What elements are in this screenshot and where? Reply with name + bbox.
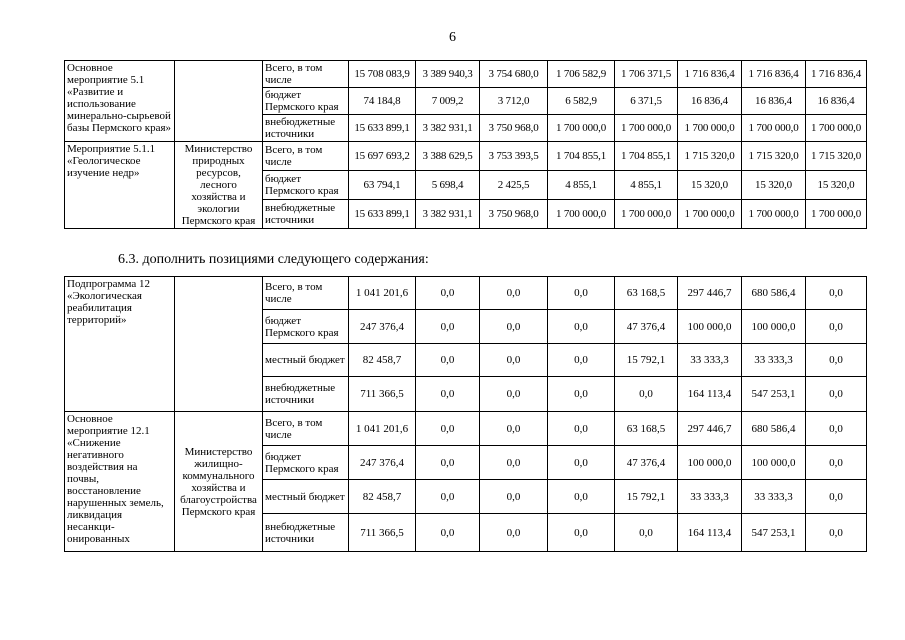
value-cell: 0,0 (548, 514, 615, 552)
value-cell: 0,0 (416, 412, 480, 446)
value-cell: 1 700 000,0 (548, 115, 615, 142)
value-cell: 0,0 (548, 310, 615, 344)
value-cell: 15 320,0 (806, 171, 867, 200)
value-cell: 4 855,1 (548, 171, 615, 200)
value-cell: 3 750 968,0 (480, 200, 548, 229)
value-cell: 1 704 855,1 (615, 142, 678, 171)
value-cell: 1 700 000,0 (806, 115, 867, 142)
value-cell: 15 633 899,1 (349, 115, 416, 142)
value-cell: 0,0 (416, 277, 480, 310)
value-cell: 0,0 (806, 446, 867, 480)
value-cell: 0,0 (416, 446, 480, 480)
value-cell: 1 700 000,0 (678, 200, 742, 229)
value-cell: 711 366,5 (349, 514, 416, 552)
funding-source: местный бюджет (263, 344, 349, 377)
value-cell: 0,0 (548, 412, 615, 446)
value-cell: 1 700 000,0 (615, 200, 678, 229)
value-cell: 1 700 000,0 (678, 115, 742, 142)
funding-source: бюджет Пермского края (263, 171, 349, 200)
value-cell: 1 706 371,5 (615, 61, 678, 88)
value-cell: 1 715 320,0 (742, 142, 806, 171)
value-cell: 247 376,4 (349, 310, 416, 344)
value-cell: 15 697 693,2 (349, 142, 416, 171)
funding-source: Всего, в том числе (263, 142, 349, 171)
value-cell: 0,0 (416, 377, 480, 412)
value-cell: 4 855,1 (615, 171, 678, 200)
value-cell: 63 794,1 (349, 171, 416, 200)
value-cell: 100 000,0 (742, 446, 806, 480)
value-cell: 7 009,2 (416, 88, 480, 115)
value-cell: 6 371,5 (615, 88, 678, 115)
value-cell: 1 716 836,4 (806, 61, 867, 88)
value-cell: 0,0 (806, 310, 867, 344)
program-funding-table-additions (64, 276, 867, 552)
value-cell: 0,0 (548, 277, 615, 310)
value-cell: 74 184,8 (349, 88, 416, 115)
value-cell: 0,0 (480, 344, 548, 377)
responsible-executor (175, 61, 263, 142)
value-cell: 3 382 931,1 (416, 115, 480, 142)
value-cell: 1 700 000,0 (806, 200, 867, 229)
value-cell: 1 715 320,0 (806, 142, 867, 171)
value-cell: 100 000,0 (678, 446, 742, 480)
value-cell: 0,0 (416, 480, 480, 514)
value-cell: 16 836,4 (742, 88, 806, 115)
program-item-name: Мероприятие 5.1.1 «Геологическое изучение недр» (65, 142, 175, 229)
value-cell: 3 712,0 (480, 88, 548, 115)
funding-source: бюджет Пермского края (263, 446, 349, 480)
funding-source: бюджет Пермского края (263, 310, 349, 344)
value-cell: 0,0 (806, 514, 867, 552)
value-cell: 0,0 (480, 277, 548, 310)
funding-source: бюджет Пермского края (263, 88, 349, 115)
value-cell: 0,0 (615, 514, 678, 552)
value-cell: 33 333,3 (678, 344, 742, 377)
table-row (65, 277, 867, 310)
program-item-name: Основное мероприятие 5.1 «Развитие и использование минерально-сырьевой базы Пермского края» (65, 61, 175, 142)
value-cell: 0,0 (416, 344, 480, 377)
value-cell: 100 000,0 (678, 310, 742, 344)
value-cell: 0,0 (806, 344, 867, 377)
value-cell: 0,0 (548, 344, 615, 377)
value-cell: 0,0 (806, 277, 867, 310)
value-cell: 0,0 (480, 446, 548, 480)
value-cell: 3 753 393,5 (480, 142, 548, 171)
value-cell: 1 041 201,6 (349, 277, 416, 310)
value-cell: 711 366,5 (349, 377, 416, 412)
value-cell: 297 446,7 (678, 412, 742, 446)
funding-source: местный бюджет (263, 480, 349, 514)
value-cell: 3 382 931,1 (416, 200, 480, 229)
page-number: 6 (449, 30, 456, 45)
value-cell: 1 700 000,0 (742, 200, 806, 229)
value-cell: 0,0 (806, 377, 867, 412)
value-cell: 15 708 083,9 (349, 61, 416, 88)
value-cell: 15 792,1 (615, 344, 678, 377)
value-cell: 15 320,0 (742, 171, 806, 200)
value-cell: 63 168,5 (615, 277, 678, 310)
value-cell: 82 458,7 (349, 344, 416, 377)
responsible-executor: Министерство природных ресурсов, лесного хозяйства и экологии Пермского края (175, 142, 263, 229)
value-cell: 0,0 (806, 412, 867, 446)
value-cell: 15 792,1 (615, 480, 678, 514)
value-cell: 5 698,4 (416, 171, 480, 200)
value-cell: 6 582,9 (548, 88, 615, 115)
value-cell: 0,0 (548, 377, 615, 412)
value-cell: 680 586,4 (742, 277, 806, 310)
value-cell: 82 458,7 (349, 480, 416, 514)
value-cell: 3 754 680,0 (480, 61, 548, 88)
value-cell: 33 333,3 (742, 344, 806, 377)
table-row (65, 61, 867, 88)
section-heading: 6.3. дополнить позициями следующего содержания: (118, 252, 429, 267)
value-cell: 1 704 855,1 (548, 142, 615, 171)
value-cell: 0,0 (480, 514, 548, 552)
program-item-name: Основное мероприятие 12.1 «Снижение негативного воздействия на почвы, восстановление нарушенных земель, ликвидация несанкци-онированных (65, 412, 175, 552)
value-cell: 164 113,4 (678, 377, 742, 412)
value-cell: 2 425,5 (480, 171, 548, 200)
responsible-executor (175, 277, 263, 412)
funding-source: Всего, в том числе (263, 412, 349, 446)
value-cell: 0,0 (615, 377, 678, 412)
value-cell: 164 113,4 (678, 514, 742, 552)
value-cell: 3 389 940,3 (416, 61, 480, 88)
funding-source: Всего, в том числе (263, 61, 349, 88)
value-cell: 1 700 000,0 (548, 200, 615, 229)
value-cell: 0,0 (806, 480, 867, 514)
value-cell: 15 633 899,1 (349, 200, 416, 229)
value-cell: 16 836,4 (806, 88, 867, 115)
value-cell: 0,0 (480, 310, 548, 344)
value-cell: 3 750 968,0 (480, 115, 548, 142)
value-cell: 1 716 836,4 (742, 61, 806, 88)
value-cell: 547 253,1 (742, 377, 806, 412)
value-cell: 1 700 000,0 (742, 115, 806, 142)
value-cell: 1 716 836,4 (678, 61, 742, 88)
value-cell: 0,0 (548, 446, 615, 480)
program-funding-table-continued (64, 60, 867, 229)
value-cell: 33 333,3 (742, 480, 806, 514)
funding-source: внебюджетные источники (263, 377, 349, 412)
value-cell: 680 586,4 (742, 412, 806, 446)
value-cell: 1 041 201,6 (349, 412, 416, 446)
value-cell: 16 836,4 (678, 88, 742, 115)
value-cell: 0,0 (480, 480, 548, 514)
value-cell: 33 333,3 (678, 480, 742, 514)
responsible-executor: Министерство жилищно-коммунального хозяйства и благоустройства Пермского края (175, 412, 263, 552)
value-cell: 100 000,0 (742, 310, 806, 344)
funding-source: внебюджетные источники (263, 514, 349, 552)
value-cell: 1 700 000,0 (615, 115, 678, 142)
value-cell: 0,0 (548, 480, 615, 514)
value-cell: 47 376,4 (615, 446, 678, 480)
value-cell: 297 446,7 (678, 277, 742, 310)
value-cell: 63 168,5 (615, 412, 678, 446)
funding-source: внебюджетные источники (263, 200, 349, 229)
value-cell: 0,0 (416, 514, 480, 552)
value-cell: 0,0 (480, 377, 548, 412)
value-cell: 3 388 629,5 (416, 142, 480, 171)
value-cell: 47 376,4 (615, 310, 678, 344)
value-cell: 1 706 582,9 (548, 61, 615, 88)
program-item-name: Подпрограмма 12 «Экологическая реабилитация территорий» (65, 277, 175, 412)
funding-source: внебюджетные источники (263, 115, 349, 142)
value-cell: 0,0 (416, 310, 480, 344)
value-cell: 15 320,0 (678, 171, 742, 200)
value-cell: 547 253,1 (742, 514, 806, 552)
value-cell: 1 715 320,0 (678, 142, 742, 171)
table-row (65, 412, 867, 446)
value-cell: 247 376,4 (349, 446, 416, 480)
value-cell: 0,0 (480, 412, 548, 446)
table-row (65, 142, 867, 171)
funding-source: Всего, в том числе (263, 277, 349, 310)
